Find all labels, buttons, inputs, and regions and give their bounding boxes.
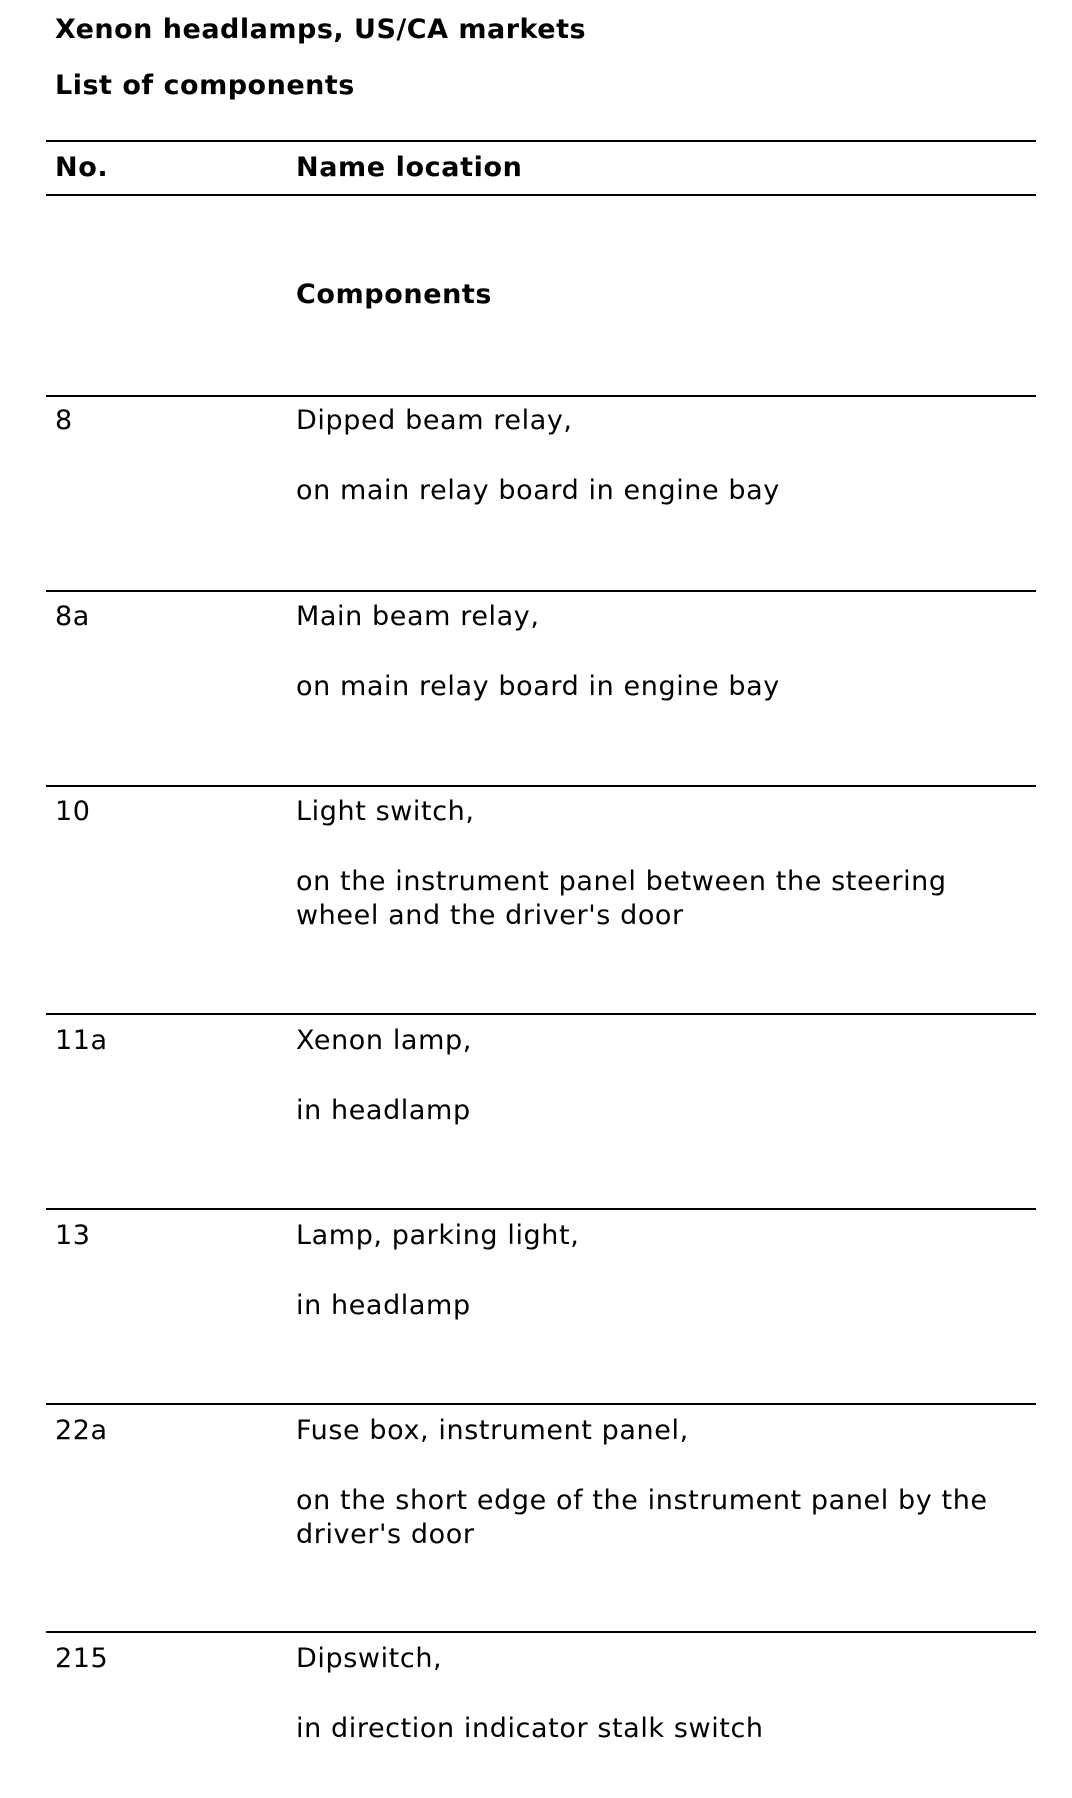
row-component-name: Fuse box, instrument panel, (296, 1415, 689, 1446)
row-number: 10 (55, 796, 91, 827)
row-number: 13 (55, 1220, 91, 1251)
row-divider (46, 1631, 1036, 1633)
row-divider (46, 1403, 1036, 1405)
table-header-rule (46, 194, 1036, 196)
row-divider (46, 785, 1036, 787)
row-number: 11a (55, 1025, 108, 1056)
row-component-location: on main relay board in engine bay (296, 475, 780, 506)
row-component-location: in headlamp (296, 1290, 471, 1321)
row-component-name: Dipped beam relay, (296, 405, 573, 436)
document-subtitle: List of components (55, 70, 355, 101)
row-component-location: in direction indicator stalk switch (296, 1713, 764, 1744)
row-component-location: in headlamp (296, 1095, 471, 1126)
section-heading: Components (296, 279, 493, 310)
row-divider (46, 1013, 1036, 1015)
row-divider (46, 590, 1036, 592)
row-component-location: on main relay board in engine bay (296, 671, 780, 702)
row-divider (46, 395, 1036, 397)
row-component-name: Lamp, parking light, (296, 1220, 580, 1251)
row-component-location: on the short edge of the instrument panel by the driver's door (296, 1485, 988, 1550)
column-header-number: No. (55, 152, 109, 183)
row-number: 8a (55, 601, 90, 632)
row-number: 8 (55, 405, 73, 436)
row-number: 22a (55, 1415, 108, 1446)
row-component-name: Main beam relay, (296, 601, 540, 632)
row-component-location: on the instrument panel between the steering wheel and the driver's door (296, 866, 947, 931)
row-component-name: Light switch, (296, 796, 475, 827)
row-component-name: Xenon lamp, (296, 1025, 472, 1056)
table-top-rule (46, 140, 1036, 142)
document-title: Xenon headlamps, US/CA markets (55, 14, 587, 45)
row-number: 215 (55, 1643, 109, 1674)
row-divider (46, 1208, 1036, 1210)
column-header-name-location: Name location (296, 152, 523, 183)
row-component-name: Dipswitch, (296, 1643, 443, 1674)
